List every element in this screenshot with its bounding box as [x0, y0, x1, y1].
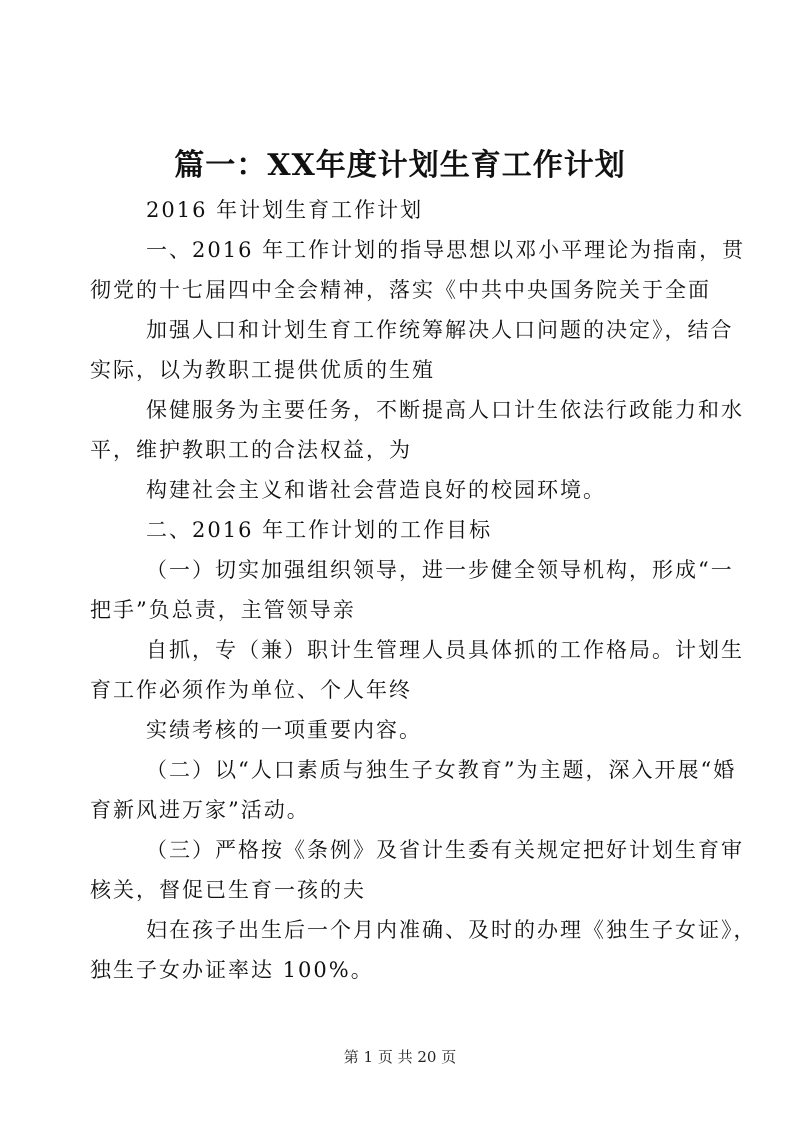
- paragraph: [90, 710, 730, 750]
- paragraph-line: 构建社会主义和谐社会营造良好的校园环境。: [146, 478, 606, 502]
- paragraph-line: 加强人口和计划生育工作统筹解决人口问题的决定》，结合: [146, 318, 734, 342]
- paragraph-line: 实绩考核的一项重要内容。: [146, 718, 422, 742]
- paragraph-line: 独生子女办证率达 100%。: [90, 958, 374, 982]
- paragraph-line: 一、2016 年工作计划的指导思想以邓小平理论为指南，贯: [146, 238, 746, 262]
- paragraph: [90, 750, 737, 830]
- paragraph: [90, 390, 744, 470]
- paragraph-line: 二、2016 年工作计划的工作目标: [146, 518, 493, 542]
- paragraph-line: 核关，督促已生育一孩的夫: [90, 878, 366, 902]
- paragraph-line: 育新风进万家”活动。: [90, 798, 310, 822]
- paragraph: [90, 470, 730, 510]
- paragraph: [90, 510, 730, 550]
- paragraph-line: 自抓，专（兼）职计生管理人员具体抓的工作格局。计划生: [146, 638, 744, 662]
- paragraph: [90, 230, 746, 310]
- paragraph-line: （三）严格按《条例》及省计生委有关规定把好计划生育审: [146, 838, 744, 862]
- paragraph: [90, 310, 734, 390]
- paragraph-line: 保健服务为主要任务，不断提高人口计生依法行政能力和水: [146, 398, 744, 422]
- paragraph-line: 把手”负总责，主管领导亲: [90, 598, 356, 622]
- paragraph: [90, 630, 744, 710]
- paragraph-line: 2016 年计划生育工作计划: [146, 198, 424, 222]
- page-number: 第 1 页 共 20 页: [343, 1048, 457, 1066]
- paragraph: [90, 550, 734, 630]
- document-title: 篇一：XX年度计划生育工作计划: [174, 148, 626, 183]
- paragraph-line: 实际，以为教职工提供优质的生殖: [90, 358, 435, 382]
- paragraph: [90, 830, 744, 910]
- paragraph-line: （二）以“人口素质与独生子女教育”为主题，深入开展“婚: [146, 758, 737, 782]
- paragraph-line: 平，维护教职工的合法权益，为: [90, 438, 412, 462]
- paragraph-line: （一）切实加强组织领导，进一步健全领导机构，形成“一: [146, 558, 734, 582]
- paragraph-line: 育工作必须作为单位、个人年终: [90, 678, 412, 702]
- paragraph-line: 彻党的十七届四中全会精神，落实《中共中央国务院关于全面: [90, 278, 711, 302]
- paragraph: [90, 910, 757, 990]
- paragraph-line: 妇在孩子出生后一个月内准确、及时的办理《独生子女证》，: [146, 918, 757, 942]
- paragraph: [90, 190, 730, 230]
